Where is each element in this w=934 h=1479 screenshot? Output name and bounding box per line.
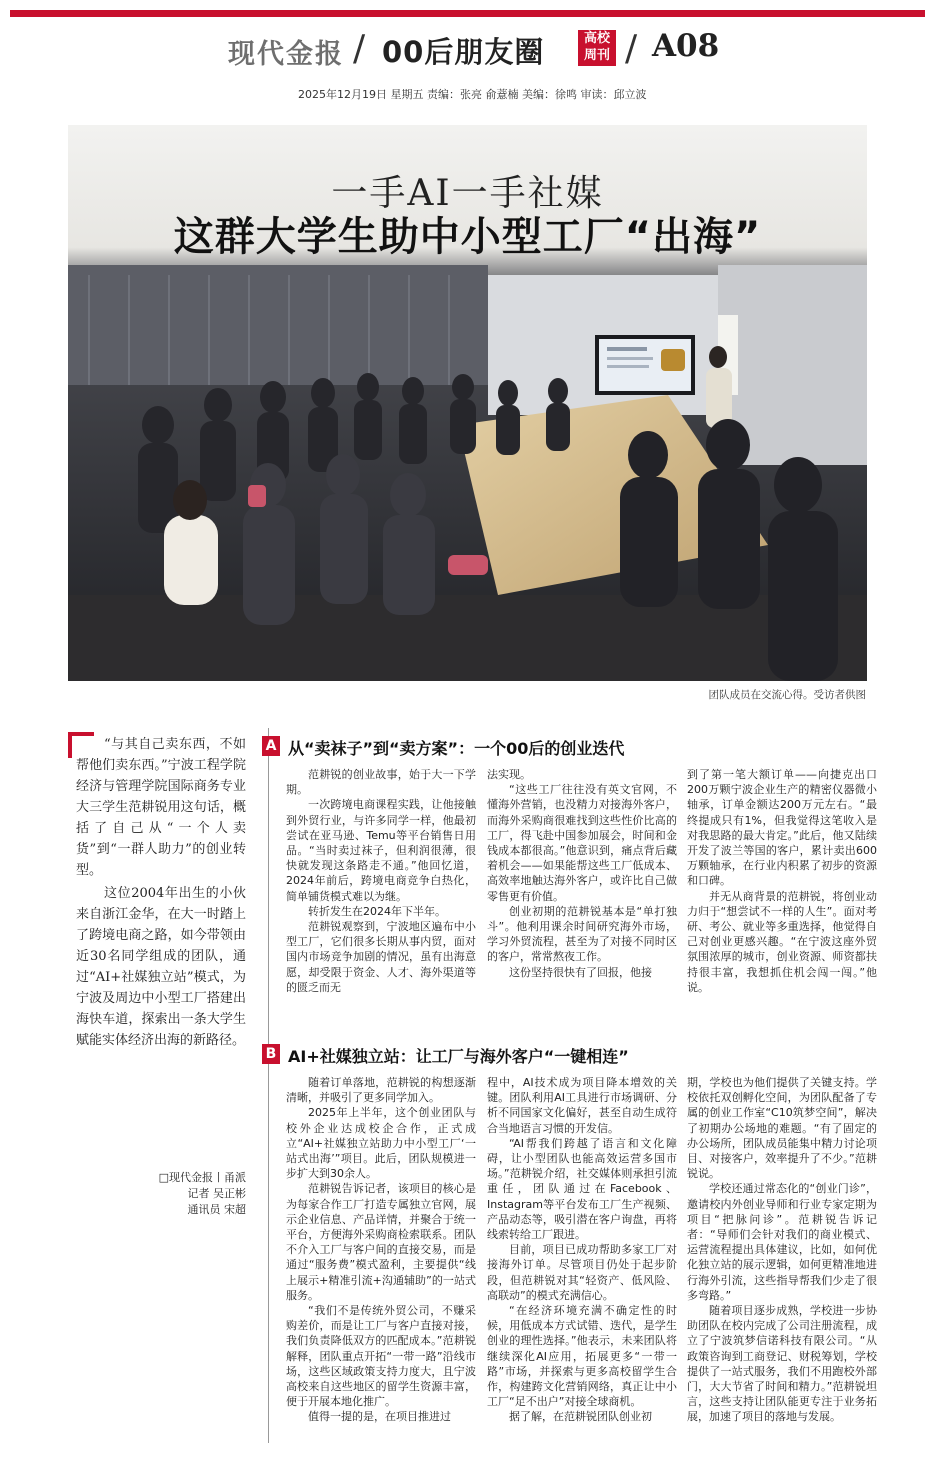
body-paragraph: 目前，项目已成功帮助多家工厂对接海外订单。尽管项目仍处于起步阶段，但范耕锐对其“轻资产、低风险、高联动”的模式充满信心。 xyxy=(487,1243,677,1302)
body-paragraph: 转折发生在2024年下半年。 xyxy=(308,904,446,918)
newspaper-brand: 现代金报 xyxy=(228,39,344,70)
masthead-divider: / xyxy=(353,28,366,69)
body-paragraph: 创业初期的范耕锐基本是“单打独斗”。他利用课余时间研究海外市场，学习外贸流程，甚至为了对接不同时区的客户，常常熬夜工作。 xyxy=(487,904,677,964)
section-a-column-3 xyxy=(687,767,877,995)
body-paragraph: 2025年上半年，这个创业团队与校外企业达成校企合作，正式成立“AI+社媒独立站助力中小型工厂‘一站式出海’”项目。此后，团队规模进一步扩大到30余人。 xyxy=(286,1106,476,1181)
column-divider xyxy=(268,728,269,1443)
body-paragraph: 程中，AI技术成为项目降本增效的关键。团队利用AI工具进行市场调研、分析不同国家文化偏好，甚至自动生成符合当地语言习惯的开发信。 xyxy=(487,1076,677,1135)
byline-source: □现代金报丨甬派 xyxy=(158,1171,246,1184)
body-paragraph: 到了第一笔大额订单——向捷克出口200万颗宁波企业生产的精密仪器微小轴承，订单金额达200万元左右。“最终提成只有1%，但我觉得这笔收入是对我思路的最大肯定。”此后，他又陆续开发了波兰等国的客户，累计卖出600万颗轴承，在行业内积累了初步的资源和口碑。 xyxy=(687,768,877,888)
body-paragraph: “这些工厂往往没有英文官网，不懂海外营销，也没精力对接海外客户，而海外采购商很难找到这些性价比高的工厂，得飞赴中国参加展会，时间和金钱成本都很高。”他意识到，痛点背后藏着机会——如果能帮这些工厂低成本、高效率地触达海外客户，或许比自己做零售更有价值。 xyxy=(487,783,677,903)
body-paragraph: 学校还通过常态化的“创业门诊”，邀请校内外创业导师和行业专家定期为项目“把脉问诊”。范耕锐告诉记者：“导师们会针对我们的商业模式、运营流程提出具体建议，比如，如何优化独立站的展示逻辑，如何更精准地进行海外引流，这些指导帮我们少走了很多弯路。” xyxy=(687,1182,877,1302)
headline-kicker: 一手AI一手社媒 xyxy=(331,173,604,214)
body-paragraph: 范耕锐告诉记者，该项目的核心是为每家合作工厂打造专属独立官网，展示企业信息、产品详情，并聚合于统一平台，方便海外采购商检索联系。团队不介入工厂与客户间的直接交易，而是通过“服务费”模式盈利，主要提供“线上展示+精准引流+沟通辅助”的一站式服务。 xyxy=(286,1182,476,1302)
masthead-divider: / xyxy=(625,28,638,69)
section-b-column-2 xyxy=(487,1075,677,1425)
body-paragraph: “我们不是传统外贸公司，不赚采购差价，而是让工厂与客户直接对接，我们负责降低双方的匹配成本。”范耕锐解释，团队重点开拓“一带一路”沿线市场，这些区域政策支持力度大，且宁波高校来自这些地区的留学生资源丰富，便于开展本地化推广。 xyxy=(286,1304,476,1409)
body-paragraph: 随着项目逐步成熟，学校进一步协助团队在校内完成了公司注册流程，成立了宁波筑梦信诺科技有限公司。“从政策咨询到工商登记、财税筹划，学校提供了一站式服务，我们不用跑校外部门，大大节省了时间和精力。”范耕锐坦言，这些支持让团队能更专注于业务拓展，加速了项目的落地与发展。 xyxy=(687,1304,877,1424)
intro-sidebar xyxy=(76,734,246,1051)
section-badge xyxy=(578,30,616,66)
lead-photo xyxy=(68,125,867,681)
headline: 这群大学生助中小型工厂“出海” xyxy=(173,214,762,260)
section-b-column-3 xyxy=(687,1075,877,1425)
body-paragraph: 这份坚持很快有了回报，他接 xyxy=(509,965,652,979)
body-paragraph: 据了解，在范耕锐团队创业初 xyxy=(509,1410,652,1424)
body-paragraph: “AI帮我们跨越了语言和文化障碍，让小型团队也能高效运营多国市场。”范耕锐介绍，社交媒体则承担引流重任，团队通过在Facebook、Instagram等平台发布工厂生产视频、产品动态等，吸引潜在客户询盘，再将线索转给工厂跟进。 xyxy=(487,1136,677,1242)
corner-bracket-icon xyxy=(68,732,94,758)
masthead xyxy=(0,26,934,76)
section-a-marker: A xyxy=(262,736,280,756)
page-number: A08 xyxy=(652,28,720,64)
body-paragraph: 随着订单落地，范耕锐的构想逐渐清晰，并吸引了更多同学加入。 xyxy=(286,1076,476,1105)
section-a-column-1 xyxy=(286,767,476,995)
intro-paragraph: “与其自己卖东西，不如帮他们卖东西。”宁波工程学院经济与管理学院国际商务专业大三学生范耕锐用这句话，概括了自己从“一个人卖货”到“一群人助力”的创业转型。 xyxy=(76,737,246,878)
body-paragraph: 范耕锐观察到，宁波地区遍布中小型工厂，它们很多长期从事内贸，面对国内市场竞争加剧的情况，虽有出海意愿，却受限于资金、人才、海外渠道等的匮乏而无 xyxy=(286,920,476,994)
section-b-column-1 xyxy=(286,1075,476,1425)
body-paragraph: 期，学校也为他们提供了关键支持。学校依托双创孵化空间，为团队配备了专属的创业工作室“C10筑梦空间”，解决了初期办公场地的难题。“有了固定的办公场所，团队成员能集中精力讨论项目、对接客户，效率提升了不少。”范耕锐说。 xyxy=(687,1076,877,1181)
body-paragraph: 值得一提的是，在项目推进过 xyxy=(308,1410,451,1424)
section-name: 00后朋友圈 xyxy=(382,35,545,69)
body-paragraph: 一次跨境电商课程实践，让他接触到外贸行业，与许多同学一样，他最初尝试在亚马逊、Temu等平台销售日用品。“当时卖过袜子，但利润很薄，很快就发现这条路走不通。”他回忆道，2024年前后，跨境电商竞争白热化，简单铺货模式难以为继。 xyxy=(286,798,476,903)
intro-paragraph: 这位2004年出生的小伙来自浙江金华，在大一时踏上了跨境电商之路，如今带领由近30名同学组成的团队，通过“AI+社媒独立站”模式，为宁波及周边中小型工厂搭建出海快车道，探索出一条大学生赋能实体经济出海的新路径。 xyxy=(76,886,246,1048)
byline-correspondent: 通讯员 宋超 xyxy=(187,1203,246,1216)
section-a-column-2 xyxy=(487,767,677,980)
photo-caption: 团队成员在交流心得。受访者供图 xyxy=(708,689,866,701)
badge-line-2: 周刊 xyxy=(583,48,610,63)
section-a-title: 从“卖袜子”到“卖方案”：一个00后的创业迭代 xyxy=(288,739,625,758)
body-paragraph: “在经济环境充满不确定性的时候，用低成本方式试错、迭代，是学生创业的理性选择。”他表示，未来团队将继续深化AI应用，拓展更多“一带一路”市场，并探索与更多高校留学生合作，构建跨文化营销网络，真正让中小工厂“足不出户”对接全球商机。 xyxy=(487,1304,677,1409)
body-paragraph: 范耕锐的创业故事，始于大一下学期。 xyxy=(286,768,476,797)
byline-reporter: 记者 吴正彬 xyxy=(187,1187,246,1200)
section-b-marker: B xyxy=(262,1044,280,1064)
body-paragraph: 法实现。 xyxy=(487,768,531,781)
dateline: 2025年12月19日 星期五 责编：张亮 俞薏楠 美编：徐鸣 审读：邱立波 xyxy=(298,88,647,101)
section-b-title: AI+社媒独立站：让工厂与海外客户“一键相连” xyxy=(288,1047,629,1066)
body-paragraph: 并无从商背景的范耕锐，将创业动力归于“想尝试不一样的人生”。面对考研、考公、就业等多重选择，他觉得自己对创业更感兴趣。“在宁波这座外贸氛围浓厚的城市，创业资源、师资都扶持很丰富，我想抓住机会闯一闯。”他说。 xyxy=(687,889,877,994)
top-red-rule xyxy=(10,10,925,17)
badge-line-1: 高校 xyxy=(583,31,610,46)
byline xyxy=(76,1170,246,1218)
